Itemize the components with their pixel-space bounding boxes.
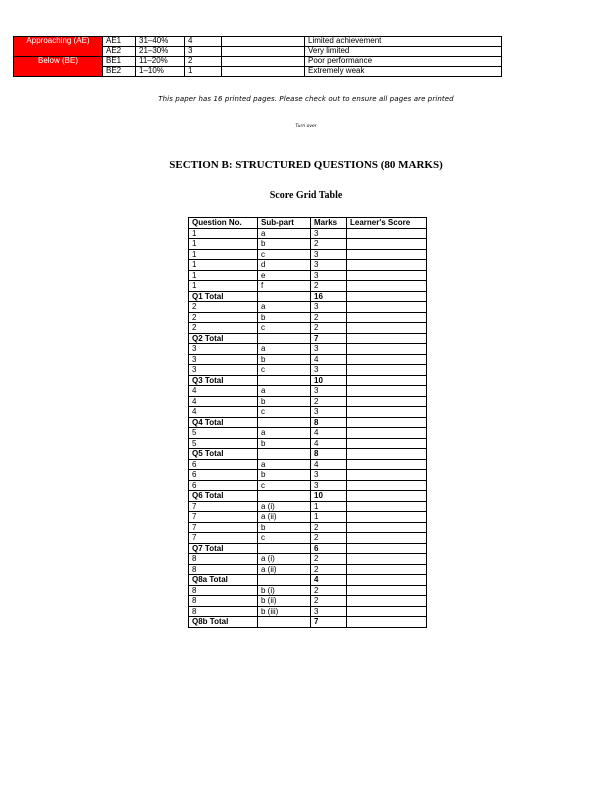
question-no-cell: 8 — [189, 596, 258, 607]
total-row — [189, 291, 427, 302]
level-code: BE1 — [103, 57, 136, 67]
sub-part-cell — [258, 543, 311, 554]
question-no-cell: Q6 Total — [189, 491, 258, 502]
question-no-cell: 1 — [189, 249, 258, 260]
marks-cell: 3 — [311, 480, 347, 491]
header-marks: Marks — [311, 218, 347, 229]
table-row — [189, 281, 427, 292]
learner-score-cell[interactable] — [347, 428, 427, 439]
marks-cell: 3 — [311, 407, 347, 418]
table-row — [189, 302, 427, 313]
achievement-levels-table — [13, 36, 502, 77]
table-row — [189, 260, 427, 271]
turn-over-note: Turn over — [295, 124, 317, 129]
table-row — [189, 470, 427, 481]
printed-pages-note: This paper has 16 printed pages. Please check out to ensure all pages are printed — [158, 95, 454, 103]
total-row — [189, 575, 427, 586]
sub-part-cell: b — [258, 522, 311, 533]
question-no-cell: 7 — [189, 522, 258, 533]
question-no-cell: 4 — [189, 386, 258, 397]
question-no-cell: 5 — [189, 438, 258, 449]
marks-cell: 6 — [311, 543, 347, 554]
table-row — [189, 501, 427, 512]
marks-cell: 2 — [311, 596, 347, 607]
question-no-cell: Q4 Total — [189, 417, 258, 428]
level-description: Extremely weak — [305, 67, 502, 77]
marks-cell: 8 — [311, 449, 347, 460]
table-row — [189, 428, 427, 439]
level-range: 21–30% — [136, 47, 185, 57]
sub-part-cell — [258, 333, 311, 344]
marks-cell: 3 — [311, 386, 347, 397]
table-row — [189, 344, 427, 355]
marks-cell: 2 — [311, 585, 347, 596]
question-no-cell: 4 — [189, 407, 258, 418]
level-name: Below (BE) — [14, 57, 103, 77]
marks-cell: 4 — [311, 428, 347, 439]
level-row — [14, 37, 502, 47]
sub-part-cell — [258, 291, 311, 302]
sub-part-cell: c — [258, 365, 311, 376]
level-blank — [222, 67, 305, 77]
table-row — [189, 585, 427, 596]
learner-score-cell[interactable] — [347, 438, 427, 449]
total-row — [189, 543, 427, 554]
learner-score-cell[interactable] — [347, 312, 427, 323]
question-no-cell: 8 — [189, 606, 258, 617]
marks-cell: 2 — [311, 281, 347, 292]
marks-cell: 10 — [311, 491, 347, 502]
marks-cell: 2 — [311, 396, 347, 407]
learner-score-cell[interactable] — [347, 533, 427, 544]
learner-score-cell[interactable] — [347, 585, 427, 596]
total-row — [189, 449, 427, 460]
learner-score-cell[interactable] — [347, 575, 427, 586]
question-no-cell: 8 — [189, 585, 258, 596]
marks-cell: 4 — [311, 459, 347, 470]
table-row — [189, 522, 427, 533]
sub-part-cell: b (i) — [258, 585, 311, 596]
marks-cell: 3 — [311, 260, 347, 271]
question-no-cell: Q8b Total — [189, 617, 258, 628]
total-row — [189, 375, 427, 386]
table-row — [189, 459, 427, 470]
marks-cell: 2 — [311, 564, 347, 575]
learner-score-cell[interactable] — [347, 239, 427, 250]
sub-part-cell — [258, 491, 311, 502]
question-no-cell: 1 — [189, 228, 258, 239]
sub-part-cell: a — [258, 428, 311, 439]
question-no-cell: 8 — [189, 554, 258, 565]
learner-score-cell[interactable] — [347, 470, 427, 481]
section-title: SECTION B: STRUCTURED QUESTIONS (80 MARKS) — [169, 159, 443, 171]
score-grid-table — [188, 217, 427, 628]
level-points: 1 — [185, 67, 222, 77]
sub-part-cell: f — [258, 281, 311, 292]
marks-cell: 3 — [311, 365, 347, 376]
question-no-cell: 6 — [189, 470, 258, 481]
sub-part-cell: b — [258, 396, 311, 407]
marks-cell: 4 — [311, 575, 347, 586]
score-grid-header-row — [189, 218, 427, 229]
learner-score-cell[interactable] — [347, 249, 427, 260]
total-row — [189, 491, 427, 502]
sub-part-cell — [258, 617, 311, 628]
learner-score-cell[interactable] — [347, 606, 427, 617]
marks-cell: 4 — [311, 354, 347, 365]
learner-score-cell[interactable] — [347, 333, 427, 344]
question-no-cell: 8 — [189, 564, 258, 575]
sub-part-cell: a — [258, 228, 311, 239]
sub-part-cell: b — [258, 354, 311, 365]
learner-score-cell[interactable] — [347, 291, 427, 302]
question-no-cell: 6 — [189, 459, 258, 470]
level-range: 31–40% — [136, 37, 185, 47]
learner-score-cell[interactable] — [347, 386, 427, 397]
sub-part-cell: b — [258, 470, 311, 481]
question-no-cell: 7 — [189, 533, 258, 544]
question-no-cell: 7 — [189, 512, 258, 523]
learner-score-cell[interactable] — [347, 270, 427, 281]
question-no-cell: 2 — [189, 302, 258, 313]
marks-cell: 1 — [311, 501, 347, 512]
level-range: 11–20% — [136, 57, 185, 67]
marks-cell: 3 — [311, 270, 347, 281]
level-code: BE2 — [103, 67, 136, 77]
sub-part-cell: a (i) — [258, 501, 311, 512]
level-range: 1–10% — [136, 67, 185, 77]
marks-cell: 10 — [311, 375, 347, 386]
question-no-cell: 2 — [189, 312, 258, 323]
learner-score-cell[interactable] — [347, 281, 427, 292]
level-points: 4 — [185, 37, 222, 47]
sub-part-cell: e — [258, 270, 311, 281]
table-row — [189, 323, 427, 334]
sub-part-cell: c — [258, 480, 311, 491]
marks-cell: 3 — [311, 228, 347, 239]
header-sub-part: Sub-part — [258, 218, 311, 229]
table-row — [189, 228, 427, 239]
score-grid-title: Score Grid Table — [269, 190, 343, 201]
learner-score-cell[interactable] — [347, 344, 427, 355]
learner-score-cell[interactable] — [347, 522, 427, 533]
table-row — [189, 396, 427, 407]
level-code: AE2 — [103, 47, 136, 57]
question-no-cell: 4 — [189, 396, 258, 407]
learner-score-cell[interactable] — [347, 449, 427, 460]
level-blank — [222, 37, 305, 47]
header-learner-score: Learner's Score — [347, 218, 427, 229]
learner-score-cell[interactable] — [347, 512, 427, 523]
marks-cell: 16 — [311, 291, 347, 302]
marks-cell: 3 — [311, 470, 347, 481]
table-row — [189, 596, 427, 607]
learner-score-cell[interactable] — [347, 617, 427, 628]
learner-score-cell[interactable] — [347, 491, 427, 502]
sub-part-cell: a (i) — [258, 554, 311, 565]
learner-score-cell[interactable] — [347, 407, 427, 418]
sub-part-cell: b — [258, 438, 311, 449]
table-row — [189, 407, 427, 418]
learner-score-cell[interactable] — [347, 323, 427, 334]
marks-cell: 2 — [311, 522, 347, 533]
total-row — [189, 617, 427, 628]
learner-score-cell[interactable] — [347, 365, 427, 376]
level-description: Limited achievement — [305, 37, 502, 47]
marks-cell: 7 — [311, 333, 347, 344]
marks-cell: 2 — [311, 312, 347, 323]
question-no-cell: 1 — [189, 281, 258, 292]
question-no-cell: 3 — [189, 344, 258, 355]
question-no-cell: 5 — [189, 428, 258, 439]
marks-cell: 2 — [311, 554, 347, 565]
table-row — [189, 554, 427, 565]
question-no-cell: 3 — [189, 354, 258, 365]
sub-part-cell: c — [258, 533, 311, 544]
learner-score-cell[interactable] — [347, 260, 427, 271]
header-question-no: Question No. — [189, 218, 258, 229]
question-no-cell: Q2 Total — [189, 333, 258, 344]
marks-cell: 3 — [311, 249, 347, 260]
question-no-cell: 1 — [189, 270, 258, 281]
table-row — [189, 606, 427, 617]
marks-cell: 3 — [311, 302, 347, 313]
level-blank — [222, 47, 305, 57]
marks-cell: 3 — [311, 606, 347, 617]
level-points: 3 — [185, 47, 222, 57]
question-no-cell: 1 — [189, 239, 258, 250]
marks-cell: 7 — [311, 617, 347, 628]
sub-part-cell: d — [258, 260, 311, 271]
table-row — [189, 564, 427, 575]
sub-part-cell: b — [258, 239, 311, 250]
sub-part-cell: b (ii) — [258, 596, 311, 607]
table-row — [189, 386, 427, 397]
marks-cell: 8 — [311, 417, 347, 428]
marks-cell: 2 — [311, 323, 347, 334]
table-row — [189, 533, 427, 544]
sub-part-cell: a — [258, 459, 311, 470]
marks-cell: 3 — [311, 344, 347, 355]
sub-part-cell — [258, 417, 311, 428]
sub-part-cell: a — [258, 386, 311, 397]
learner-score-cell[interactable] — [347, 543, 427, 554]
learner-score-cell[interactable] — [347, 375, 427, 386]
sub-part-cell: a (ii) — [258, 564, 311, 575]
sub-part-cell: a — [258, 302, 311, 313]
learner-score-cell[interactable] — [347, 459, 427, 470]
table-row — [189, 249, 427, 260]
learner-score-cell[interactable] — [347, 501, 427, 512]
question-no-cell: 3 — [189, 365, 258, 376]
level-description: Very limited — [305, 47, 502, 57]
level-blank — [222, 57, 305, 67]
level-name: Approaching (AE) — [14, 37, 103, 57]
learner-score-cell[interactable] — [347, 396, 427, 407]
question-no-cell: 2 — [189, 323, 258, 334]
table-row — [189, 270, 427, 281]
sub-part-cell: c — [258, 323, 311, 334]
question-no-cell: Q8a Total — [189, 575, 258, 586]
table-row — [189, 239, 427, 250]
learner-score-cell[interactable] — [347, 564, 427, 575]
sub-part-cell: a — [258, 344, 311, 355]
marks-cell: 2 — [311, 239, 347, 250]
learner-score-cell[interactable] — [347, 302, 427, 313]
marks-cell: 2 — [311, 533, 347, 544]
learner-score-cell[interactable] — [347, 228, 427, 239]
question-no-cell: 6 — [189, 480, 258, 491]
question-no-cell: Q3 Total — [189, 375, 258, 386]
sub-part-cell — [258, 375, 311, 386]
total-row — [189, 417, 427, 428]
learner-score-cell[interactable] — [347, 596, 427, 607]
sub-part-cell — [258, 575, 311, 586]
level-code: AE1 — [103, 37, 136, 47]
sub-part-cell: c — [258, 407, 311, 418]
question-no-cell: Q7 Total — [189, 543, 258, 554]
sub-part-cell: b — [258, 312, 311, 323]
learner-score-cell[interactable] — [347, 354, 427, 365]
marks-cell: 1 — [311, 512, 347, 523]
sub-part-cell — [258, 449, 311, 460]
level-points: 2 — [185, 57, 222, 67]
table-row — [189, 354, 427, 365]
question-no-cell: 1 — [189, 260, 258, 271]
marks-cell: 4 — [311, 438, 347, 449]
sub-part-cell: c — [258, 249, 311, 260]
question-no-cell: 7 — [189, 501, 258, 512]
learner-score-cell[interactable] — [347, 480, 427, 491]
table-row — [189, 512, 427, 523]
sub-part-cell: a (ii) — [258, 512, 311, 523]
table-row — [189, 438, 427, 449]
total-row — [189, 333, 427, 344]
question-no-cell: Q5 Total — [189, 449, 258, 460]
sub-part-cell: b (iii) — [258, 606, 311, 617]
table-row — [189, 480, 427, 491]
learner-score-cell[interactable] — [347, 554, 427, 565]
level-description: Poor performance — [305, 57, 502, 67]
table-row — [189, 365, 427, 376]
question-no-cell: Q1 Total — [189, 291, 258, 302]
table-row — [189, 312, 427, 323]
level-row — [14, 57, 502, 67]
learner-score-cell[interactable] — [347, 417, 427, 428]
